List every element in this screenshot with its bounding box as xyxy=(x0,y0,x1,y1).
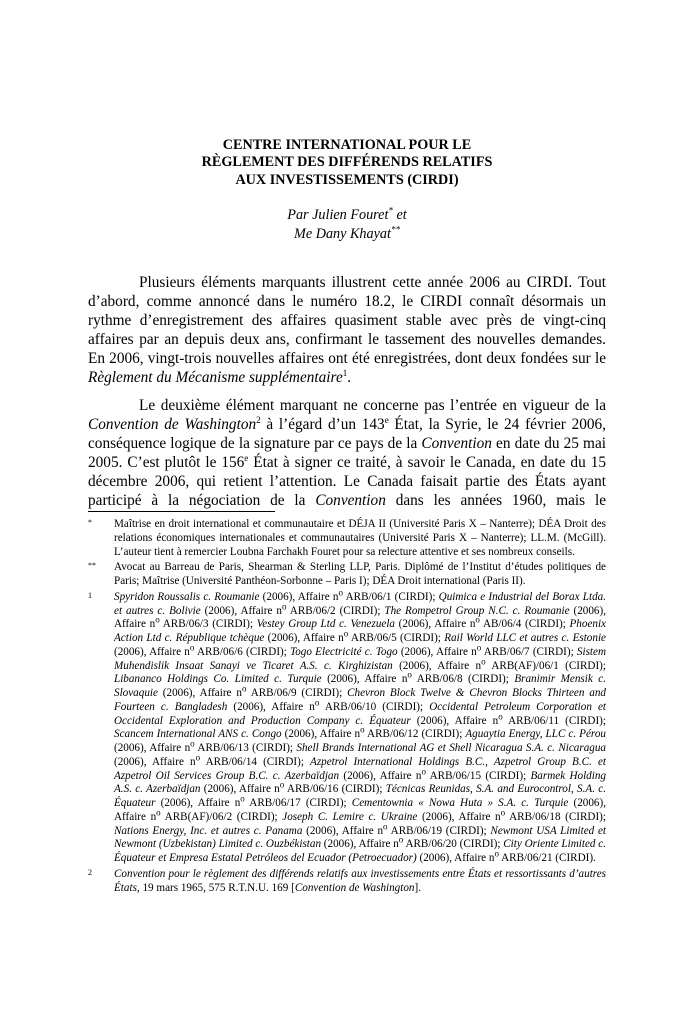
case-name: Aguaytia Energy, LLC c. Pérou xyxy=(465,728,606,741)
number-sup: o xyxy=(156,807,161,818)
case-reference: ARB/06/13 (CIRDI); xyxy=(194,742,297,754)
footnotes xyxy=(88,518,606,897)
case-reference: ARB/06/2 (CIRDI); xyxy=(286,604,385,617)
italic-reference: Convention pour le règlement des différends relatifs aux investissements entre États et ressortissants d’autres États xyxy=(114,867,606,894)
case-reference: (2006), Affaire n xyxy=(416,852,495,864)
paragraph-text: Le deuxième élément marquant ne concerne pas l’entrée en vigueur de la xyxy=(139,397,606,415)
case-reference: ARB/06/14 (CIRDI); xyxy=(200,755,311,768)
case-reference: ARB/06/16 (CIRDI); xyxy=(284,783,386,796)
case-reference: AB/06/4 (CIRDI); xyxy=(479,618,570,631)
number-sup: o xyxy=(476,642,482,653)
case-reference: (2006), Affaire n xyxy=(259,590,339,603)
case-list xyxy=(114,587,607,864)
case-reference: ARB/06/3 (CIRDI); xyxy=(159,618,257,631)
number-sup: o xyxy=(279,779,285,790)
footnote xyxy=(88,587,607,866)
number-sup: o xyxy=(481,655,486,666)
number-sup: o xyxy=(360,724,365,735)
footnote-text: , 19 mars 1965, 575 R.T.N.U. 169 [ xyxy=(136,881,295,894)
number-sup: o xyxy=(241,683,247,694)
case-reference: (2006), Affaire n xyxy=(157,687,242,699)
case-reference: (2006), Affaire n xyxy=(114,797,606,823)
case-reference: ARB/06/15 (CIRDI); xyxy=(425,769,531,782)
footnote-mark: * xyxy=(388,205,393,216)
paragraph-text: État à signer ce traité, à savoir le Canada, en date du 15 décembre 2006, qui retient l’attention. Le Canada faisait partie des États ayant participé à la négociation de la xyxy=(88,454,607,509)
footnote-separator xyxy=(88,511,275,512)
case-name: Scancem International ANS c. Congo xyxy=(114,728,282,741)
case-reference: ARB/06/19 (CIRDI); xyxy=(387,824,491,837)
case-reference: ARB/06/18 (CIRDI); xyxy=(505,810,606,823)
case-name: Branimir Mensik c. Slovaquie xyxy=(114,673,607,699)
case-name: Chevron Block Twelve & Chevron Blocks Thirteen and Fourteen c. Bangladesh xyxy=(114,687,606,713)
footnote xyxy=(88,518,606,559)
number-sup: o xyxy=(190,738,195,749)
case-reference: ARB/06/10 (CIRDI); xyxy=(319,700,430,713)
case-reference: ARB/06/20 (CIRDI); xyxy=(403,838,504,851)
case-reference: ARB/06/12 (CIRDI); xyxy=(364,728,466,741)
case-reference: (2006), Affaire n xyxy=(114,755,196,768)
paragraph-text: État, la Syrie, le 24 février 2006, conséquence logique de la signature par ce pays de la xyxy=(88,416,606,453)
case-name: Shell Brands International AG et Shell Nicaragua S.A. c. Nicaragua xyxy=(296,742,606,754)
case-name: Occidental Petroleum Corporation et Occidental Exploration and Production Company c. Équateur xyxy=(114,700,606,727)
case-reference: (2006), Affaire n xyxy=(339,769,422,782)
case-reference: (2006), Affaire n xyxy=(395,618,476,631)
footnote-text: Avocat au Barreau de Paris, Shearman & Sterling LLP, Paris. Diplômé de l’Institut d’études politiques de Paris; Maîtrise (Université Panthéon-Sorbonne – Paris I); DÉA Droit international (Paris II). xyxy=(114,561,606,587)
case-name: Cementownia « Nowa Huta » S.A. c. Turquie xyxy=(351,797,569,809)
case-reference: (2006), Affaire n xyxy=(302,824,384,837)
author-line-1 xyxy=(88,206,606,225)
italic-reference: Convention xyxy=(421,435,492,453)
article-body xyxy=(88,274,606,521)
case-name: Azpetrol International Holdings B.C., Azpetrol Group B.C. et Azpetrol Oil Services Group B.C. c. Azerbaïdjan xyxy=(114,755,606,782)
case-reference: (2006), Affaire n xyxy=(321,673,408,686)
number-sup: o xyxy=(281,600,287,611)
title-line: AUX INVESTISSEMENTS (CIRDI) xyxy=(235,171,459,188)
case-name: Libananco Holdings Co. Limited c. Turquie xyxy=(114,673,322,686)
number-sup: o xyxy=(195,752,201,763)
number-sup: o xyxy=(475,614,480,625)
case-reference: ARB/06/17 (CIRDI); xyxy=(244,797,352,809)
number-sup: o xyxy=(498,710,503,721)
footnote xyxy=(88,561,606,589)
case-reference: ARB/06/5 (CIRDI); xyxy=(348,632,445,644)
author-line-2 xyxy=(88,225,606,244)
number-sup: o xyxy=(240,793,245,804)
number-sup: o xyxy=(338,587,343,598)
case-name: Newmont USA Limited et Newmont (Uzbekistan) Limited c. Ouzbékistan xyxy=(114,824,607,851)
footnote-mark: ** xyxy=(390,224,400,235)
case-reference: (2006), Affaire n xyxy=(227,700,315,713)
case-reference: ARB/06/21 (CIRDI). xyxy=(498,852,596,864)
case-reference: (2006), Affaire n xyxy=(114,645,190,658)
article-title xyxy=(88,137,606,189)
paragraph-2 xyxy=(88,397,606,510)
paragraph-text: . xyxy=(347,368,352,386)
case-reference: (2006), Affaire n xyxy=(114,604,606,631)
paragraph-text: en date du 25 mai 2005. C’est plutôt le 156 xyxy=(88,435,606,472)
case-reference: (2006), Affaire n xyxy=(410,714,499,727)
case-name: City Oriente Limited c. Équateur et Empresa Estatal Petróleos del Ecuador (Petroecuador) xyxy=(114,838,606,864)
paragraph-text: à l’égard d’un 143 xyxy=(260,416,385,434)
ordinal-sup: e xyxy=(244,453,249,464)
title-line: RÈGLEMENT DES DIFFÉRENDS RELATIFS xyxy=(201,154,493,171)
footnote-text: Maîtrise en droit international et communautaire et DÉJA II (Université Paris X – Nanterre); DÉA Droit des relations économiques internationales et communautaires (Université Paris X – Nanterre); LL.M. (McGill). L’auteur tient à remercier Loubna Farchakh Fouret pour sa relecture attentive et ses nombreux conseils. xyxy=(114,518,606,558)
footnote-text: ]. xyxy=(414,881,421,894)
title-line: CENTRE INTERNATIONAL POUR LE xyxy=(222,137,472,153)
paragraph-text: dans les années 1960, mais le xyxy=(385,491,606,509)
number-sup: o xyxy=(343,628,349,639)
case-name: Sistem Muhendislik Insaat Sanayi ve Ticaret A.S. c. Kirghizistan xyxy=(114,645,606,672)
case-name: Phoenix Action Ltd c. République tchèque xyxy=(114,618,607,644)
number-sup: o xyxy=(189,642,195,653)
footnote-mark: 2 xyxy=(88,867,92,877)
number-sup: o xyxy=(383,820,388,831)
case-name: Quimica e Industrial del Borax Ltda. et autres c. Bolivie xyxy=(114,590,606,617)
case-reference: (2006), Affaire n xyxy=(281,728,361,741)
case-reference: (2006), Affaire n xyxy=(321,838,399,851)
author-conjunction: et xyxy=(392,207,407,223)
number-sup: o xyxy=(500,807,506,818)
number-sup: o xyxy=(398,834,404,845)
case-reference: ARB/06/9 (CIRDI); xyxy=(246,687,348,699)
footnote-ref: 2 xyxy=(256,415,261,426)
case-name: Togo Electricité c. Togo xyxy=(290,645,398,658)
case-name: Vestey Group Ltd c. Venezuela xyxy=(256,618,396,631)
number-sup: o xyxy=(421,765,426,776)
number-sup: o xyxy=(407,669,412,680)
paragraph-1 xyxy=(88,274,606,387)
author-byline xyxy=(88,206,606,244)
number-sup: o xyxy=(155,614,160,625)
author-name: Me Dany Khayat xyxy=(294,226,391,242)
case-name: Spyridon Roussalis c. Roumanie xyxy=(114,590,260,603)
case-reference: (2006), Affaire n xyxy=(397,645,477,658)
case-name: Técnicas Reunidas, S.A. and Eurocontrol, S.A. c. Équateur xyxy=(114,783,606,809)
case-reference: ARB(AF)/06/1 (CIRDI); xyxy=(485,659,606,672)
case-reference: ARB/06/6 (CIRDI); xyxy=(194,645,291,658)
case-name: Joseph C. Lemire c. Ukraine xyxy=(282,810,418,823)
case-reference: ARB/06/11 (CIRDI); xyxy=(502,714,606,727)
case-reference: ARB/06/8 (CIRDI); xyxy=(411,673,515,686)
footnote-ref: 1 xyxy=(342,367,348,378)
case-reference: (2006), Affaire n xyxy=(155,797,241,809)
case-reference: ARB/06/7 (CIRDI); xyxy=(481,645,577,658)
case-name: Barmek Holding A.S. c. Azerbaïdjan xyxy=(114,769,606,796)
case-reference: (2006), Affaire n xyxy=(200,604,282,617)
case-reference: (2006), Affaire n xyxy=(114,742,191,754)
case-reference: ARB/06/1 (CIRDI); xyxy=(343,590,439,603)
case-name: Nations Energy, Inc. et autres c. Panama xyxy=(114,824,303,837)
footnote-mark: ** xyxy=(88,561,96,571)
ordinal-sup: e xyxy=(384,415,389,426)
footnote-mark: 1 xyxy=(88,590,92,600)
number-sup: o xyxy=(314,697,320,708)
footnote xyxy=(88,868,606,896)
author-name: Par Julien Fouret xyxy=(287,207,389,223)
case-reference: (2006), Affaire n xyxy=(200,783,280,796)
case-reference: (2006), Affaire n xyxy=(392,659,482,672)
case-reference: (2006), Affaire n xyxy=(417,810,501,823)
case-reference: ARB(AF)/06/2 (CIRDI); xyxy=(160,810,283,823)
italic-reference: Convention de Washington xyxy=(88,416,257,434)
italic-reference: Règlement du Mécanisme supplémentaire xyxy=(88,368,343,386)
footnote-mark: * xyxy=(88,518,92,527)
case-name: Rail World LLC et autres c. Estonie xyxy=(444,632,606,644)
case-reference: (2006), Affaire n xyxy=(264,632,344,644)
italic-reference: Convention de Washington xyxy=(294,881,415,894)
italic-reference: Convention xyxy=(315,491,386,509)
number-sup: o xyxy=(494,848,499,859)
case-name: The Rompetrol Group N.C. c. Roumanie xyxy=(384,604,570,617)
paragraph-text: Plusieurs éléments marquants illustrent cette année 2006 au CIRDI. Tout d’abord, comme annoncé dans le numéro 18.2, le CIRDI connaît désormais un rythme d’enregistrement des affaires quasiment stable avec près de vingt-cinq affaires par an depuis deux ans, confirmant le tassement des nouvelles demandes. En 2006, vingt-trois nouvelles affaires ont été enregistrées, dont deux fondées sur le xyxy=(88,274,606,367)
